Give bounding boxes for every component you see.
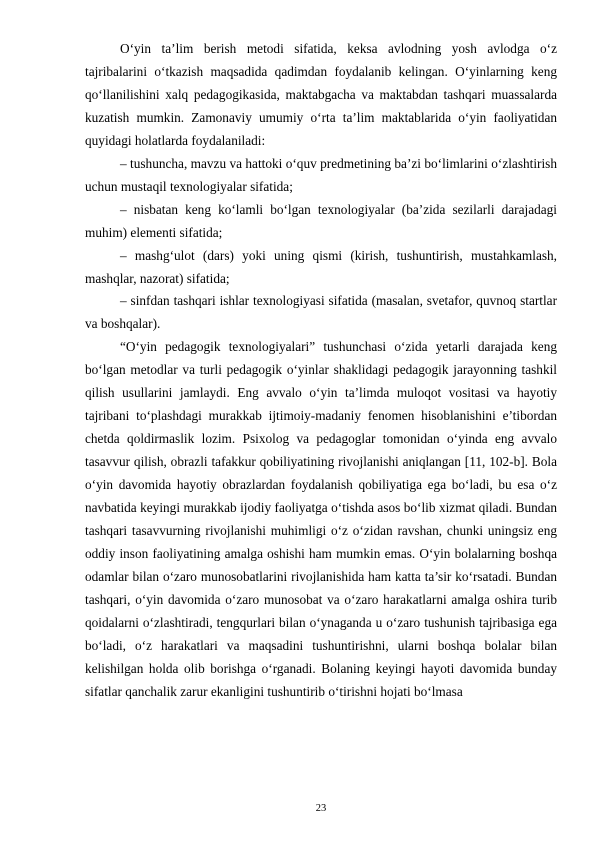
list-item-lesson: – mashg‘ulot (dars) yoki uning qismi (kirish, tushuntirish, mustahkamlash, mashqlar, nazorat) sifatida; [85,247,557,286]
list-item-technology: – tushuncha, mavzu va hattoki o‘quv predmetining ba’zi bo‘limlarini o‘zlashtirish uchun mustaqil texnologiyalar sifatida; [85,155,557,194]
list-item-element: – nisbatan keng ko‘lamli bo‘lgan texnologiyalar (ba’zida sezilarli darajadagi muhim) elementi sifatida; [85,201,557,240]
list-item-extracurricular: – sinfdan tashqari ishlar texnologiyasi sifatida (masalan, svetafor, quvnoq startlar va boshqalar). [85,293,557,332]
paragraph-intro: O‘yin ta’lim berish metodi sifatida, keksa avlodning yosh avlodga o‘z tajribalarini o‘tkazish maqsadida qadimdan foydalanib kelingan. O‘yinlarning keng qo‘llanilishini xalq pedagogikasida, maktabgacha va maktabdan tashqari muassalarda kuzatish mumkin. Zamonaviy umumiy o‘rta ta’lim maktablarida o‘yin faoliyatidan quyidagi holatlarda foydalaniladi: [85,41,557,148]
paragraph-game-technologies: “O‘yin pedagogik texnologiyalari” tushunchasi o‘zida yetarli darajada keng bo‘lgan metodlar va turli pedagogik o‘yinlar shaklidagi pedagogik jarayonning tashkil qilish usullarini jamlaydi. Eng avvalo o‘yin ta’limda muloqot vositasi va hayotiy tajribani to‘plashdagi murakkab ijtimoiy-madaniy fenomen hisoblanishini e’tibordan chetda qoldirmaslik lozim. Psixolog va pedagoglar tomonidan o‘yinda eng avvalo tasavvur qilish, obrazli tafakkur qobiliyatining rivojlanishi aniqlangan [11, 102-b]. Bola o‘yin davomida hayotiy obrazlardan foydalanish qobiliyatiga ega bo‘ladi, bu esa o‘z navbatida keyingi murakkab ijodiy faoliyatga o‘tishda asos bo‘lib xizmat qiladi. Bundan tashqari tasavvurning rivojlanishi muhimligi o‘z o‘zidan ravshan, chunki uningsiz eng oddiy inson faoliyatining amalga oshishi ham mumkin emas. O‘yin bolalarning boshqa odamlar bilan o‘zaro munosobatlarini rivojlanishida ham katta ta’sir ko‘rsatadi. Bundan tashqari, o‘yin davomida o‘zaro munosobat va o‘zaro harakatlarni amalga oshira turib qoidalarni o‘zlashtiradi, tengqurlari bilan o‘ynaganda u o‘zaro tushunish tajribasiga ega bo‘ladi, o‘z harakatlari va maqsadini tushuntirishni, ularni boshqa bolalar bilan kelishilgan holda olib borishga o‘rganadi. Bolaning keyingi hayoti davomida bunday sifatlar qanchalik zarur ekanligini tushuntirib o‘tirishni hojati bo‘lmasa [85,339,557,699]
document-body [85,38,557,704]
page-number: 23 [315,803,327,814]
